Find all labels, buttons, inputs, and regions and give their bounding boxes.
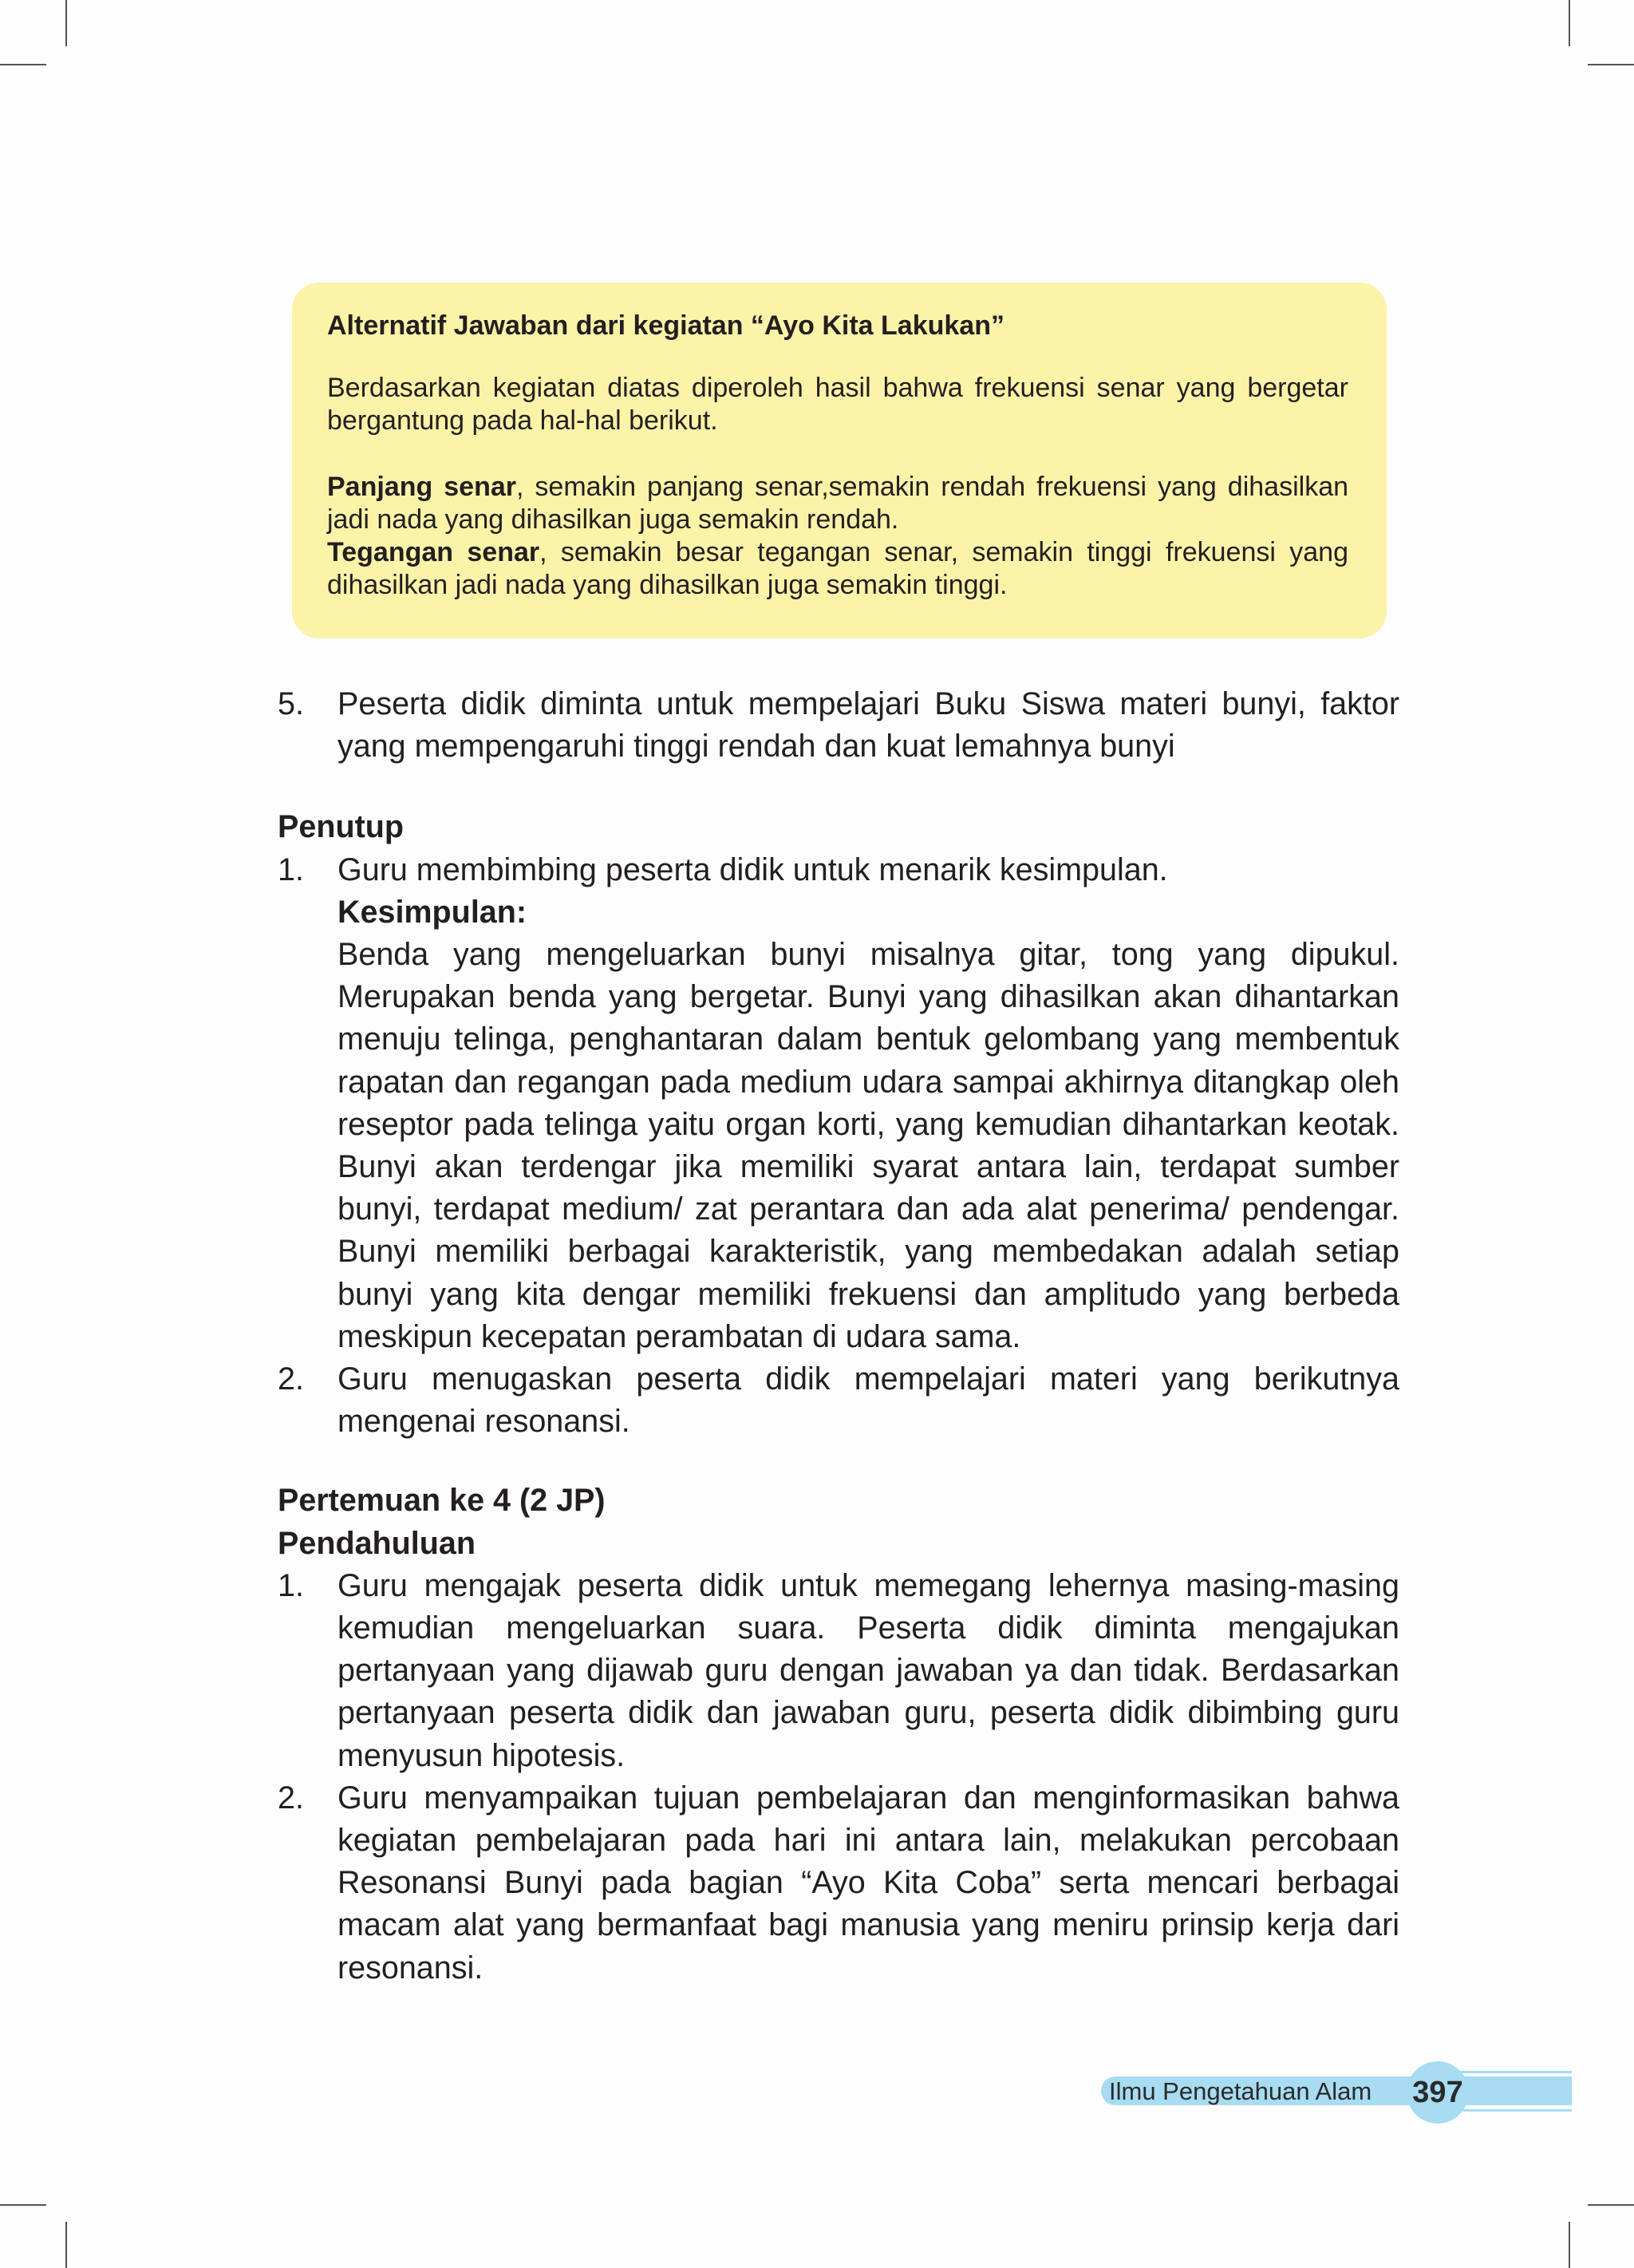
- list-number: 2.: [278, 1361, 304, 1397]
- answer-box-text-1: , semakin panjang senar,semakin rendah frekuensi yang dihasilkan jadi nada yang dihasilkan juga semakin rendah.: [327, 472, 1349, 535]
- list-item: [278, 1565, 1399, 1777]
- answer-box-intro: Berdasarkan kegiatan diatas diperoleh hasil bahwa frekuensi senar yang bergetar bergantung pada hal-hal berikut.: [327, 373, 1348, 436]
- list-item: [278, 849, 1399, 1358]
- crop-mark: [0, 2204, 46, 2206]
- answer-box-title: Alternatif Jawaban dari kegiatan “Ayo Kita Lakukan”: [327, 310, 1004, 341]
- list-text: Guru mengajak peserta didik untuk memegang lehernya masing-masing kemudian mengeluarkan suara. Peserta didik diminta mengajukan pertanyaan yang dijawab guru dengan jawaban ya dan tidak. Berdasarkan pertanyaan peserta didik dan jawaban guru, peserta didik dibimbing guru menyusun hipotesis.: [337, 1567, 1399, 1773]
- list-number: 1.: [278, 1567, 304, 1603]
- list-text: Guru menyampaikan tujuan pembelajaran dan menginformasikan bahwa kegiatan pembelajaran pada hari ini antara lain, melakukan percobaan Resonansi Bunyi pada bagian “Ayo Kita Coba” serta mencari berbagai macam alat yang bermanfaat bagi manusia yang meniru prinsip kerja dari resonansi.: [337, 1780, 1399, 1985]
- crop-mark: [1569, 2222, 1570, 2268]
- main-content: [278, 683, 1399, 1989]
- section-heading-pertemuan: Pertemuan ke 4 (2 JP): [278, 1483, 606, 1519]
- list-item: [278, 683, 1399, 768]
- answer-box-text-2: , semakin besar tegangan senar, semakin tinggi frekuensi yang dihasilkan jadi nada yang dihasilkan juga semakin tinggi.: [327, 537, 1348, 600]
- crop-mark: [1569, 0, 1570, 46]
- answer-box-point-2: [327, 536, 1348, 602]
- crop-mark: [1588, 2204, 1634, 2206]
- crop-mark: [1588, 64, 1634, 65]
- list-number: 5.: [278, 686, 304, 721]
- conclusion-heading: Kesimpulan:: [337, 894, 527, 930]
- answer-box-point-1: [327, 471, 1348, 536]
- list-number: 2.: [278, 1780, 304, 1816]
- list-text: Guru membimbing peserta didik untuk menarik kesimpulan.: [337, 851, 1168, 887]
- list-text: Guru menugaskan peserta didik mempelajari materi yang berikutnya mengenai resonansi.: [337, 1361, 1399, 1440]
- crop-mark: [65, 0, 67, 46]
- list-text: Peserta didik diminta untuk mempelajari Buku Siswa materi bunyi, faktor yang mempengaruhi tinggi rendah dan kuat lemahnya bunyi: [337, 686, 1399, 765]
- crop-mark: [65, 2222, 67, 2268]
- list-number: 1.: [278, 851, 304, 887]
- section-subheading-pendahuluan: Pendahuluan: [278, 1525, 476, 1561]
- answer-box: [292, 283, 1387, 638]
- section-heading-penutup: Penutup: [278, 809, 404, 845]
- page-number: 397: [1407, 2061, 1469, 2124]
- answer-box-term-2: Tegangan senar: [327, 537, 540, 567]
- footer-subject: Ilmu Pengetahuan Alam: [1109, 2077, 1372, 2105]
- list-item: [278, 1358, 1399, 1443]
- crop-mark: [0, 64, 46, 65]
- answer-box-term-1: Panjang senar: [327, 472, 516, 502]
- conclusion-text: Benda yang mengeluarkan bunyi misalnya gitar, tong yang dipukul. Merupakan benda yang bergetar. Bunyi yang dihasilkan akan dihantarkan menuju telinga, penghantaran dalam bentuk gelombang yang membentuk rapatan dan regangan pada medium udara sampai akhirnya ditangkap oleh reseptor pada telinga yaitu organ korti, yang kemudian dihantarkan keotak. Bunyi akan terdengar jika memiliki syarat antara lain, terdapat sumber bunyi, terdapat medium/ zat perantara dan ada alat penerima/ pendengar. Bunyi memiliki berbagai karakteristik, yang membedakan adalah setiap bunyi yang kita dengar memiliki frekuensi dan amplitudo yang berbeda meskipun kecepatan perambatan di udara sama.: [337, 937, 1399, 1354]
- list-item: [278, 1777, 1399, 1989]
